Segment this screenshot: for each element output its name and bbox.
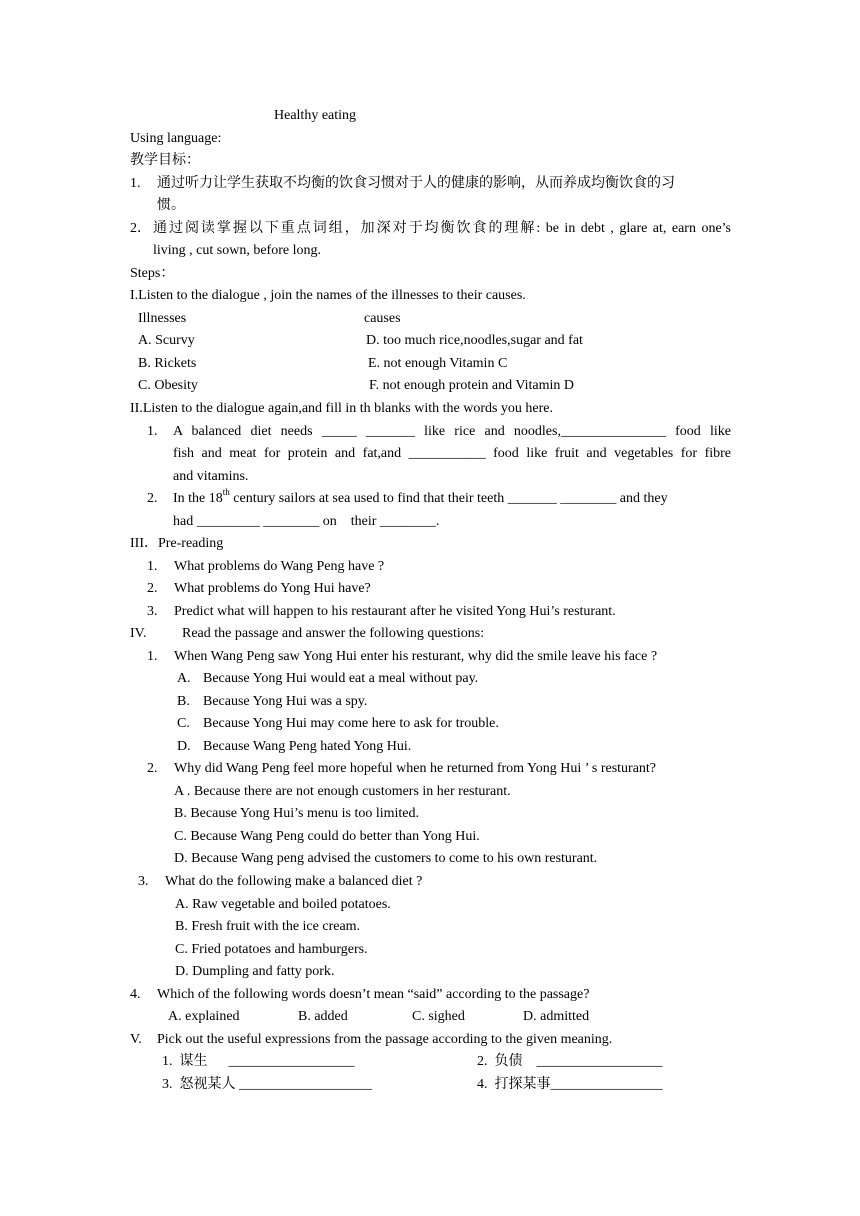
fill-in-blank-sentence: fish and meat for protein and fat,and ___________ food like fruit and vegetables for fibre [173, 446, 731, 461]
sentence-rest: century sailors at sea used to find that their teeth _______ ________ and they [229, 491, 668, 506]
option-text: A. explained [168, 1009, 240, 1024]
cause-item: D. too much rice,noodles,sugar and fat [366, 333, 583, 348]
option-label: C. [177, 716, 190, 731]
option-text: D. Dumpling and fatty pork. [175, 964, 335, 979]
expression-item: 4. 打探某事________________ [477, 1077, 663, 1092]
question-text: Which of the following words doesn’t mean “said” according to the passage? [157, 987, 590, 1002]
option-text: Because Wang Peng hated Yong Hui. [203, 739, 412, 754]
section-5-title: Pick out the useful expressions from the passage according to the given meaning. [157, 1032, 613, 1047]
objective-number: 1. [130, 176, 141, 191]
question-number: 1. [147, 649, 158, 664]
option-text: Because Yong Hui may come here to ask for trouble. [203, 716, 499, 731]
objective-text: living , cut sown, before long. [153, 243, 321, 258]
illness-item: B. Rickets [138, 356, 197, 371]
question-number: 3. [138, 874, 149, 889]
illnesses-column-header: Illnesses [138, 311, 187, 326]
option-text: C. Fried potatoes and hamburgers. [175, 942, 368, 957]
expression-item: 2. 负债 __________________ [477, 1054, 663, 1069]
option-text: Because Yong Hui would eat a meal without pay. [203, 671, 479, 686]
fill-in-blank-sentence: had _________ ________ on their ________. [173, 514, 440, 529]
option-label: B. [177, 694, 190, 709]
expression-item: 3. 怒视某人 ___________________ [162, 1077, 372, 1092]
question-number: 1. [147, 559, 158, 574]
question-text: Predict what will happen to his restaurant after he visited Yong Hui’s resturant. [174, 604, 616, 619]
blank-item-number: 2. [147, 491, 158, 506]
illness-item: C. Obesity [138, 378, 198, 393]
option-text: C. sighed [412, 1009, 465, 1024]
document-subtitle: Using language: [130, 131, 222, 146]
question-number: 2. [147, 581, 158, 596]
section-2-title: II.Listen to the dialogue again,and fill in th blanks with the words you here. [130, 401, 554, 416]
section-4-title: Read the passage and answer the following questions: [182, 626, 485, 641]
objectives-heading: 教学目标： [130, 153, 200, 168]
objective-text: 通过阅读掌握以下重点词组，加深对于均衡饮食的理解: be in debt , glare at, earn one’s [153, 221, 731, 236]
section-5-number: V. [130, 1032, 142, 1047]
steps-heading: Steps： [130, 266, 175, 281]
objective-number: 2． [130, 221, 151, 236]
cause-item: F. not enough protein and Vitamin D [369, 378, 575, 393]
question-text: What problems do Wang Peng have ? [174, 559, 385, 574]
question-text: Why did Wang Peng feel more hopeful when he returned from Yong Hui ’ s resturant? [174, 761, 657, 776]
option-text: Because Yong Hui was a spy. [203, 694, 368, 709]
question-text: When Wang Peng saw Yong Hui enter his resturant, why did the smile leave his face ? [174, 649, 658, 664]
option-text: D. Because Wang peng advised the customers to come to his own resturant. [174, 851, 598, 866]
question-text: What problems do Yong Hui have? [174, 581, 371, 596]
sentence-prefix: In the 18 [173, 491, 223, 506]
question-number: 3. [147, 604, 158, 619]
causes-column-header: causes [364, 311, 401, 326]
objective-text: 惯。 [157, 198, 185, 213]
blank-item-number: 1. [147, 424, 158, 439]
option-text: A . Because there are not enough customers in her resturant. [174, 784, 511, 799]
section-4-number: IV. [130, 626, 147, 641]
expression-item: 1. 谋生 __________________ [162, 1054, 355, 1069]
option-text: B. added [298, 1009, 348, 1024]
illness-item: A. Scurvy [138, 333, 195, 348]
option-text: D. admitted [523, 1009, 590, 1024]
option-text: B. Because Yong Hui’s menu is too limited. [174, 806, 419, 821]
fill-in-blank-sentence [173, 487, 733, 508]
question-number: 2. [147, 761, 158, 776]
option-text: B. Fresh fruit with the ice cream. [175, 919, 361, 934]
fill-in-blank-sentence: A balanced diet needs _____ _______ like rice and noodles,_______________ food like [173, 424, 731, 439]
option-text: C. Because Wang Peng could do better than Yong Hui. [174, 829, 480, 844]
question-text: What do the following make a balanced diet ? [165, 874, 423, 889]
cause-item: E. not enough Vitamin C [368, 356, 508, 371]
question-number: 4. [130, 987, 141, 1002]
option-label: A. [177, 671, 191, 686]
option-label: D. [177, 739, 191, 754]
option-text: A. Raw vegetable and boiled potatoes. [175, 897, 391, 912]
section-3-title: III．Pre-reading [130, 536, 224, 551]
section-1-title: I.Listen to the dialogue , join the names of the illnesses to their causes. [130, 288, 526, 303]
ordinal-suffix: th [222, 487, 230, 498]
document-title: Healthy eating [274, 108, 357, 123]
objective-text: 通过听力让学生获取不均衡的饮食习惯对于人的健康的影响，从而养成均衡饮食的习 [157, 176, 675, 191]
fill-in-blank-sentence: and vitamins. [173, 469, 249, 484]
